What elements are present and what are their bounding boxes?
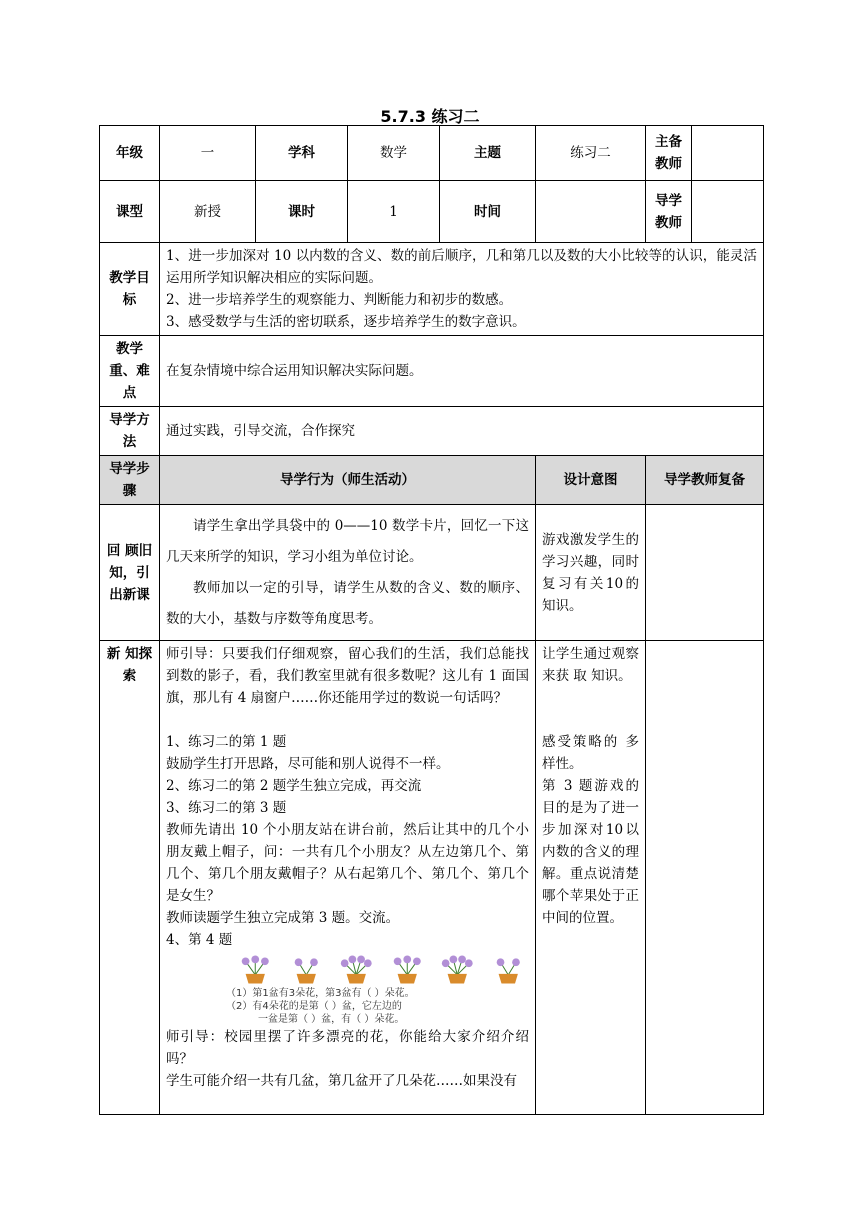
- figure-question-1: （1）第1盆有3朵花，第3盆有（ ）朵花。: [226, 988, 415, 999]
- explore-line: 1、练习二的第 1 题: [166, 734, 287, 750]
- time-label: 时间: [440, 181, 536, 243]
- goals-row: [100, 243, 764, 336]
- goal-item: 1、进一步加深对 10 以内数的含义、数的前后顺序，几和第几以及数的大小比较等的认识，能灵活运用所学知识解决相应的实际问题。: [166, 248, 757, 286]
- topic-value: 练习二: [536, 126, 646, 181]
- goal-item: 3、感受数学与生活的密切联系，逐步培养学生的数字意识。: [166, 314, 526, 330]
- lesson-plan-table: [99, 125, 764, 1115]
- flower-pot-icon: [436, 955, 479, 985]
- flower-pots-figure: [234, 955, 529, 985]
- steps-label: 导学步骤: [100, 456, 160, 505]
- design-header: 设计意图: [536, 456, 646, 505]
- review-content: [160, 505, 536, 641]
- explore-line: 鼓励学生打开思路，尽可能和别人说得不一样。: [166, 756, 450, 772]
- explore-design-text: 第 3 题游戏的目的是为了进一步加深对10以内数的含义的理解。重点说清楚哪个苹果处于正中间的位置。: [542, 778, 639, 926]
- explore-line: 3、练习二的第 3 题: [166, 800, 287, 816]
- explore-line: 2、练习二的第 2 题学生独立完成，再交流: [166, 778, 422, 794]
- keypoints-label: 教学重、难点: [100, 336, 160, 407]
- review-design-text: 游戏激发学生的学习兴趣，同时复习有关10的知识。: [542, 531, 639, 614]
- review-header: 导学教师复备: [646, 456, 764, 505]
- lead-teacher-label: 主备教师: [646, 126, 692, 181]
- explore-intro: 师引导：只要我们仔细观察，留心我们的生活，我们总能找到数的影子，看，我们教室里就有很多数呢？这儿有 1 面国旗，那儿有 4 扇窗户……你还能用学过的数说一句话吗？: [166, 646, 529, 706]
- explore-line: 教师先请出 10 个小朋友站在讲台前，然后让其中的几个小朋友戴上帽子，问：一共有几个小朋友？从左边第几个、第几个、第几个朋友戴帽子？从右起第几个、第几个、第几个是女生？: [166, 822, 529, 904]
- flower-pot-icon: [335, 955, 378, 985]
- figure-question-2a: （2）有4朵花的是第（ ）盆，它左边的: [226, 1001, 402, 1012]
- explore-line: 4、第 4 题: [166, 932, 233, 948]
- grade-value: 一: [160, 126, 256, 181]
- explore-design-text: 让学生通过观察来获 取 知识。: [542, 646, 639, 684]
- page-title: 5.7.3 练习二: [380, 107, 480, 126]
- keypoints-row: [100, 336, 764, 407]
- explore-notes: [646, 641, 764, 1115]
- info-row-1: [100, 126, 764, 181]
- guide-teacher-label: 导学教师: [646, 181, 692, 243]
- figure-question-2b: 一盆是第（ ）盆，有（ ）朵花。: [258, 1014, 405, 1025]
- explore-design: [536, 641, 646, 1115]
- explore-after: 师引导：校园里摆了许多漂亮的花，你能给大家介绍介绍吗？: [166, 1029, 529, 1067]
- time-value: [536, 181, 646, 243]
- goals-label: 教学目标: [100, 243, 160, 336]
- review-notes: [646, 505, 764, 641]
- subject-value: 数学: [348, 126, 440, 181]
- flower-pot-icon: [234, 955, 277, 985]
- explore-line: 教师读题学生独立完成第 3 题。交流。: [166, 910, 400, 926]
- flower-pot-icon: [285, 955, 328, 985]
- flower-pot-icon: [386, 955, 429, 985]
- activity-header: 导学行为（师生活动）: [160, 456, 536, 505]
- period-value: 1: [348, 181, 440, 243]
- goal-item: 2、进一步培养学生的观察能力、判断能力和初步的数感。: [166, 292, 513, 308]
- review-paragraph: 请学生拿出学具袋中的 0——10 数学卡片，回忆一下这几天来所学的知识，学习小组为单位讨论。: [166, 517, 529, 565]
- topic-label: 主题: [440, 126, 536, 181]
- review-paragraph: 教师加以一定的引导，请学生从数的含义、数的顺序、数的大小，基数与序数等角度思考。: [166, 579, 529, 627]
- explore-after: 学生可能介绍一共有几盆，第几盆开了几朵花……如果没有: [166, 1073, 517, 1089]
- review-design: [536, 505, 646, 641]
- type-label: 课型: [100, 181, 160, 243]
- review-row: [100, 505, 764, 641]
- subject-label: 学科: [256, 126, 348, 181]
- review-label: 回 顾旧知，引 出新课: [100, 505, 160, 641]
- method-content: 通过实践，引导交流，合作探究: [160, 407, 764, 456]
- grade-label: 年级: [100, 126, 160, 181]
- info-row-2: [100, 181, 764, 243]
- explore-row: [100, 641, 764, 1115]
- explore-content: [160, 641, 536, 1115]
- method-label: 导学方法: [100, 407, 160, 456]
- lead-teacher-value: [692, 126, 764, 181]
- guide-teacher-value: [692, 181, 764, 243]
- explore-label: 新 知探索: [100, 641, 160, 1115]
- type-value: 新授: [160, 181, 256, 243]
- steps-header-row: [100, 456, 764, 505]
- keypoints-content: 在复杂情境中综合运用知识解决实际问题。: [160, 336, 764, 407]
- goals-content: [160, 243, 764, 336]
- explore-design-text: 感受策略的 多 样性。: [542, 734, 639, 772]
- period-label: 课时: [256, 181, 348, 243]
- method-row: [100, 407, 764, 456]
- flower-pot-icon: [487, 955, 530, 985]
